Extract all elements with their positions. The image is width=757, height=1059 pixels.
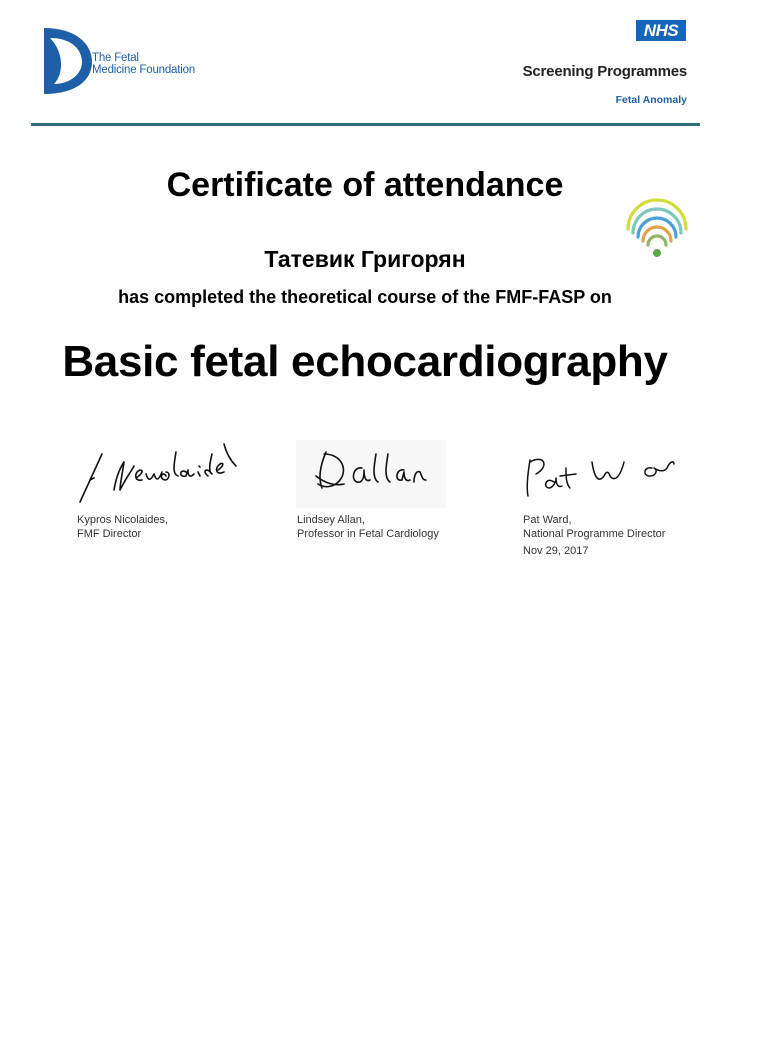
signature-nicolaides: [74, 432, 244, 506]
signatory-role: Professor in Fetal Cardiology: [297, 528, 439, 540]
completion-statement: has completed the theoretical course of the FMF-FASP on: [118, 287, 612, 307]
signature-ward: [522, 432, 682, 506]
certificate-date: Nov 29, 2017: [523, 545, 589, 557]
screening-programmes-label: Screening Programmes: [522, 63, 687, 80]
student-name: Татевик Григорян: [264, 246, 466, 272]
signatory-nicolaides: [77, 513, 168, 541]
signature-allan: [296, 440, 446, 508]
fetal-anomaly-label: Fetal Anomaly: [615, 94, 687, 106]
signatory-allan: [297, 513, 439, 541]
fmf-name-line1: The Fetal: [92, 52, 139, 64]
fmf-name: [92, 52, 195, 76]
fmf-name-line2: Medicine Foundation: [92, 64, 195, 76]
signatory-name: Kypros Nicolaides,: [77, 514, 169, 526]
signatory-ward: [523, 513, 665, 541]
signatory-name: Lindsey Allan,: [297, 514, 365, 526]
signatory-name: Pat Ward,: [523, 514, 572, 526]
course-name: Basic fetal echocardiography: [62, 337, 668, 386]
certificate-title: Certificate of attendance: [166, 166, 564, 204]
signatory-role: FMF Director: [77, 528, 142, 540]
nhs-logo: NHS: [636, 20, 686, 41]
header-divider: [31, 123, 700, 126]
fmf-logo-icon: [42, 26, 92, 96]
signatory-role: National Programme Director: [523, 528, 666, 540]
